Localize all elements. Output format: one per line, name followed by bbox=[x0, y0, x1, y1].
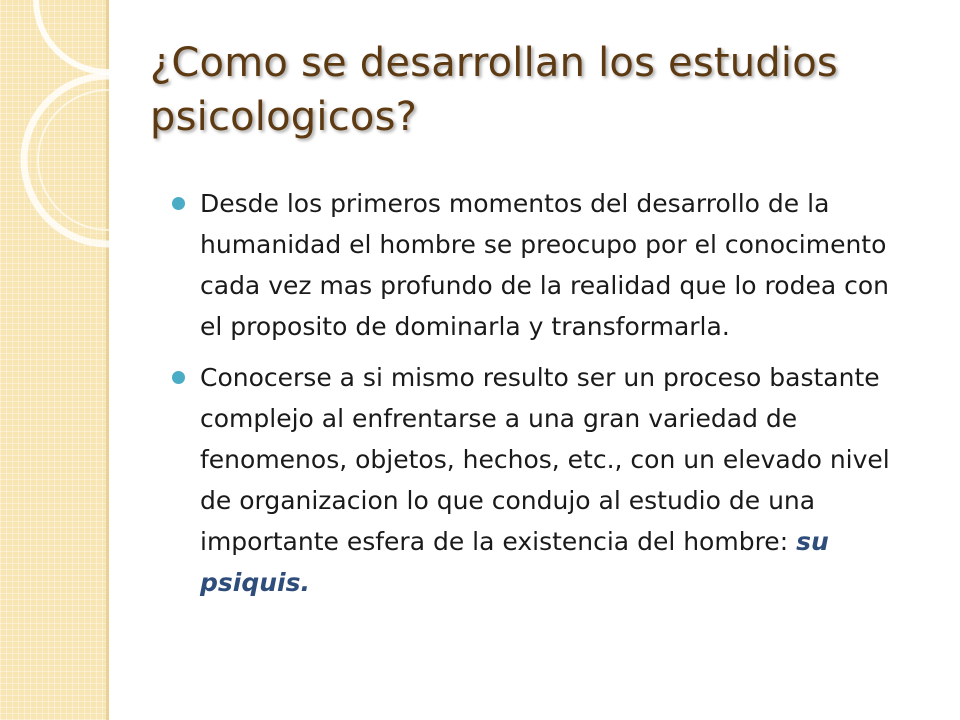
bullet-item bbox=[172, 357, 912, 603]
bullet-marker-icon bbox=[172, 371, 185, 384]
bullet-text: Conocerse a si mismo resulto ser un proceso bastante complejo al enfrentarse a una gran variedad de fenomenos, objetos, hechos, etc., con un elevado nivel de organizacion lo que condujo al estudio de una importante esfera de la existencia del hombre: bbox=[200, 363, 890, 556]
bullet-marker-icon bbox=[172, 197, 185, 210]
slide-title: ¿Como se desarrollan los estudios psicologicos? bbox=[150, 40, 838, 140]
bullet-text: Desde los primeros momentos del desarrollo de la humanidad el hombre se preocupo por el conocimento cada vez mas profundo de la realidad que lo rodea con el proposito de dominarla y transformarla. bbox=[200, 189, 889, 341]
bullet-item bbox=[172, 183, 912, 347]
bullet-list bbox=[172, 183, 912, 613]
emphasized-term: su psiquis. bbox=[200, 527, 829, 597]
